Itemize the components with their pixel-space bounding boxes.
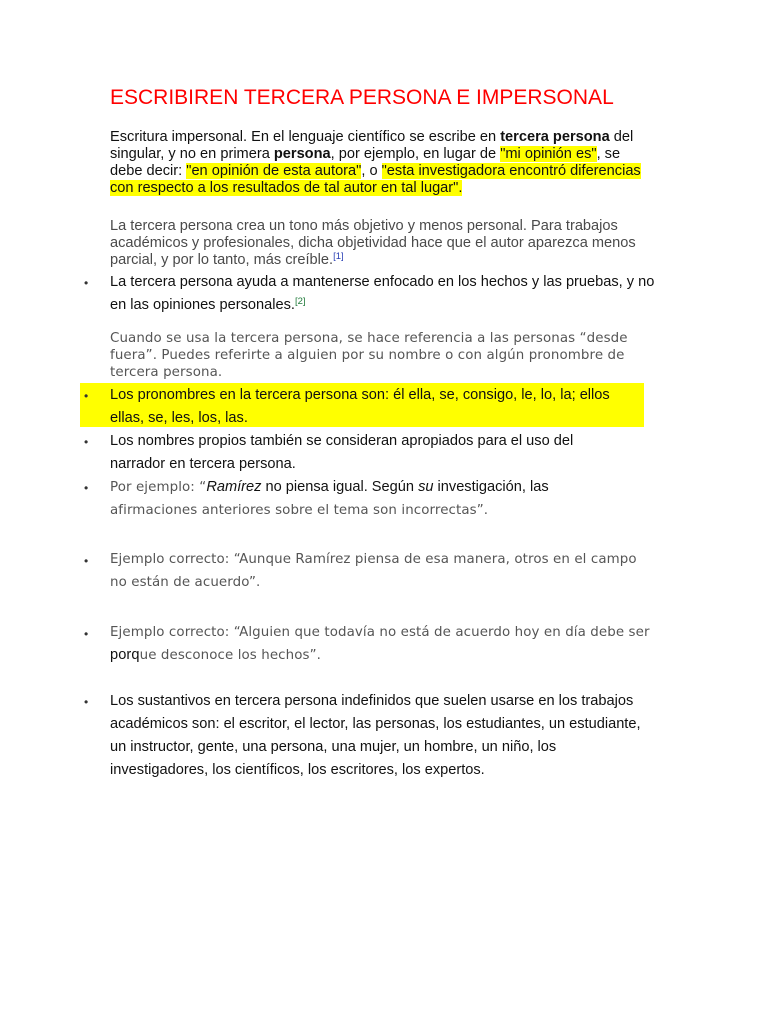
footnote-link-2[interactable]: [2] [294, 296, 306, 307]
list-item-sustantivos: Los sustantivos en tercera persona indefinidos que suelen usarse en los trabajos académicos son: el escritor, el lector, las personas, los estudiantes, un estudiante, un instructor, gente, una persona, una mujer, un hombre, un niño, los investigadores, los científicos, los escritores, los expertos. [110, 693, 641, 778]
text-run: ue desconoce los hechos”. [139, 648, 321, 663]
text-run: La tercera persona crea un tono más objetivo y menos personal. Para trabajos académicos y profesionales, dicha objetividad hace que el autor aparezca menos parcial, y por lo tanto, más creíble. [110, 218, 636, 268]
bullet-glyph: • [84, 627, 89, 641]
bold-tercera-persona: tercera persona [500, 129, 610, 145]
text-run: afirmaciones anteriores sobre el tema son incorrectas”. [110, 503, 489, 518]
bullet-glyph: • [84, 695, 89, 709]
text-run: Por ejemplo: “ [110, 480, 207, 495]
highlight-en-opinion: "en opinión de esta autora" [186, 163, 362, 179]
highlight-mi-opinion: "mi opinión es" [500, 146, 597, 162]
text-run: Ejemplo correcto: “Alguien que todavía no está de acuerdo hoy en día debe ser [110, 625, 650, 640]
highlight-esta-investigadora: "esta investigadora encontró diferencias con respecto a los resultados de tal autor en tal lugar". [110, 163, 641, 196]
list-item-pronombres: Los pronombres en la tercera persona son: él ella, se, consigo, le, lo, la; ellos ellas, se, les, los, las. [110, 387, 610, 426]
footnote-link-1[interactable]: [1] [333, 251, 344, 262]
text-run: porq [110, 647, 140, 663]
list-item-ejemplo-ramirez: Ejemplo correcto: “Aunque Ramírez piensa de esa manera, otros en el campo no están de acuerdo”. [110, 552, 637, 590]
bullet-glyph: • [84, 389, 89, 403]
bullet-glyph: • [84, 554, 89, 568]
bullet-glyph: • [84, 276, 89, 290]
text-run: investigación, las [433, 479, 549, 495]
paragraph-impersonal [110, 129, 650, 197]
text-run: no piensa igual. Según [261, 479, 419, 495]
italic-su: su [418, 479, 434, 495]
list-item-ejemplo-alguien [110, 621, 655, 667]
text-run: , se debe decir: [110, 146, 621, 179]
text-run: La tercera persona ayuda a mantenerse enfocado en los hechos y las pruebas, y no en las opiniones personales. [110, 274, 655, 313]
text-run: , por ejemplo, en lugar de [330, 146, 501, 162]
list-item-enfocado [110, 271, 655, 317]
text-run: , o [361, 163, 382, 179]
text-run: del singular, y no en primera [110, 129, 634, 162]
document-title: ESCRIBIREN TERCERA PERSONA E IMPERSONAL [110, 86, 614, 109]
bullet-glyph: • [84, 435, 89, 449]
bold-persona: persona [273, 146, 331, 162]
italic-ramirez: Ramírez [206, 479, 262, 495]
list-item-nombres-propios: Los nombres propios también se consideran apropiados para el uso del narrador en tercera persona. [110, 433, 574, 472]
text-run: Escritura impersonal. En el lenguaje científico se escribe en [110, 129, 501, 145]
paragraph-desde-fuera: Cuando se usa la tercera persona, se hace referencia a las personas “desde fuera”. Puedes referirte a alguien por su nombre o con algún pronombre de tercera persona. [110, 331, 628, 380]
bullet-glyph: • [84, 481, 89, 495]
list-item-por-ejemplo [110, 476, 655, 522]
paragraph-tono-objetivo [110, 218, 650, 269]
